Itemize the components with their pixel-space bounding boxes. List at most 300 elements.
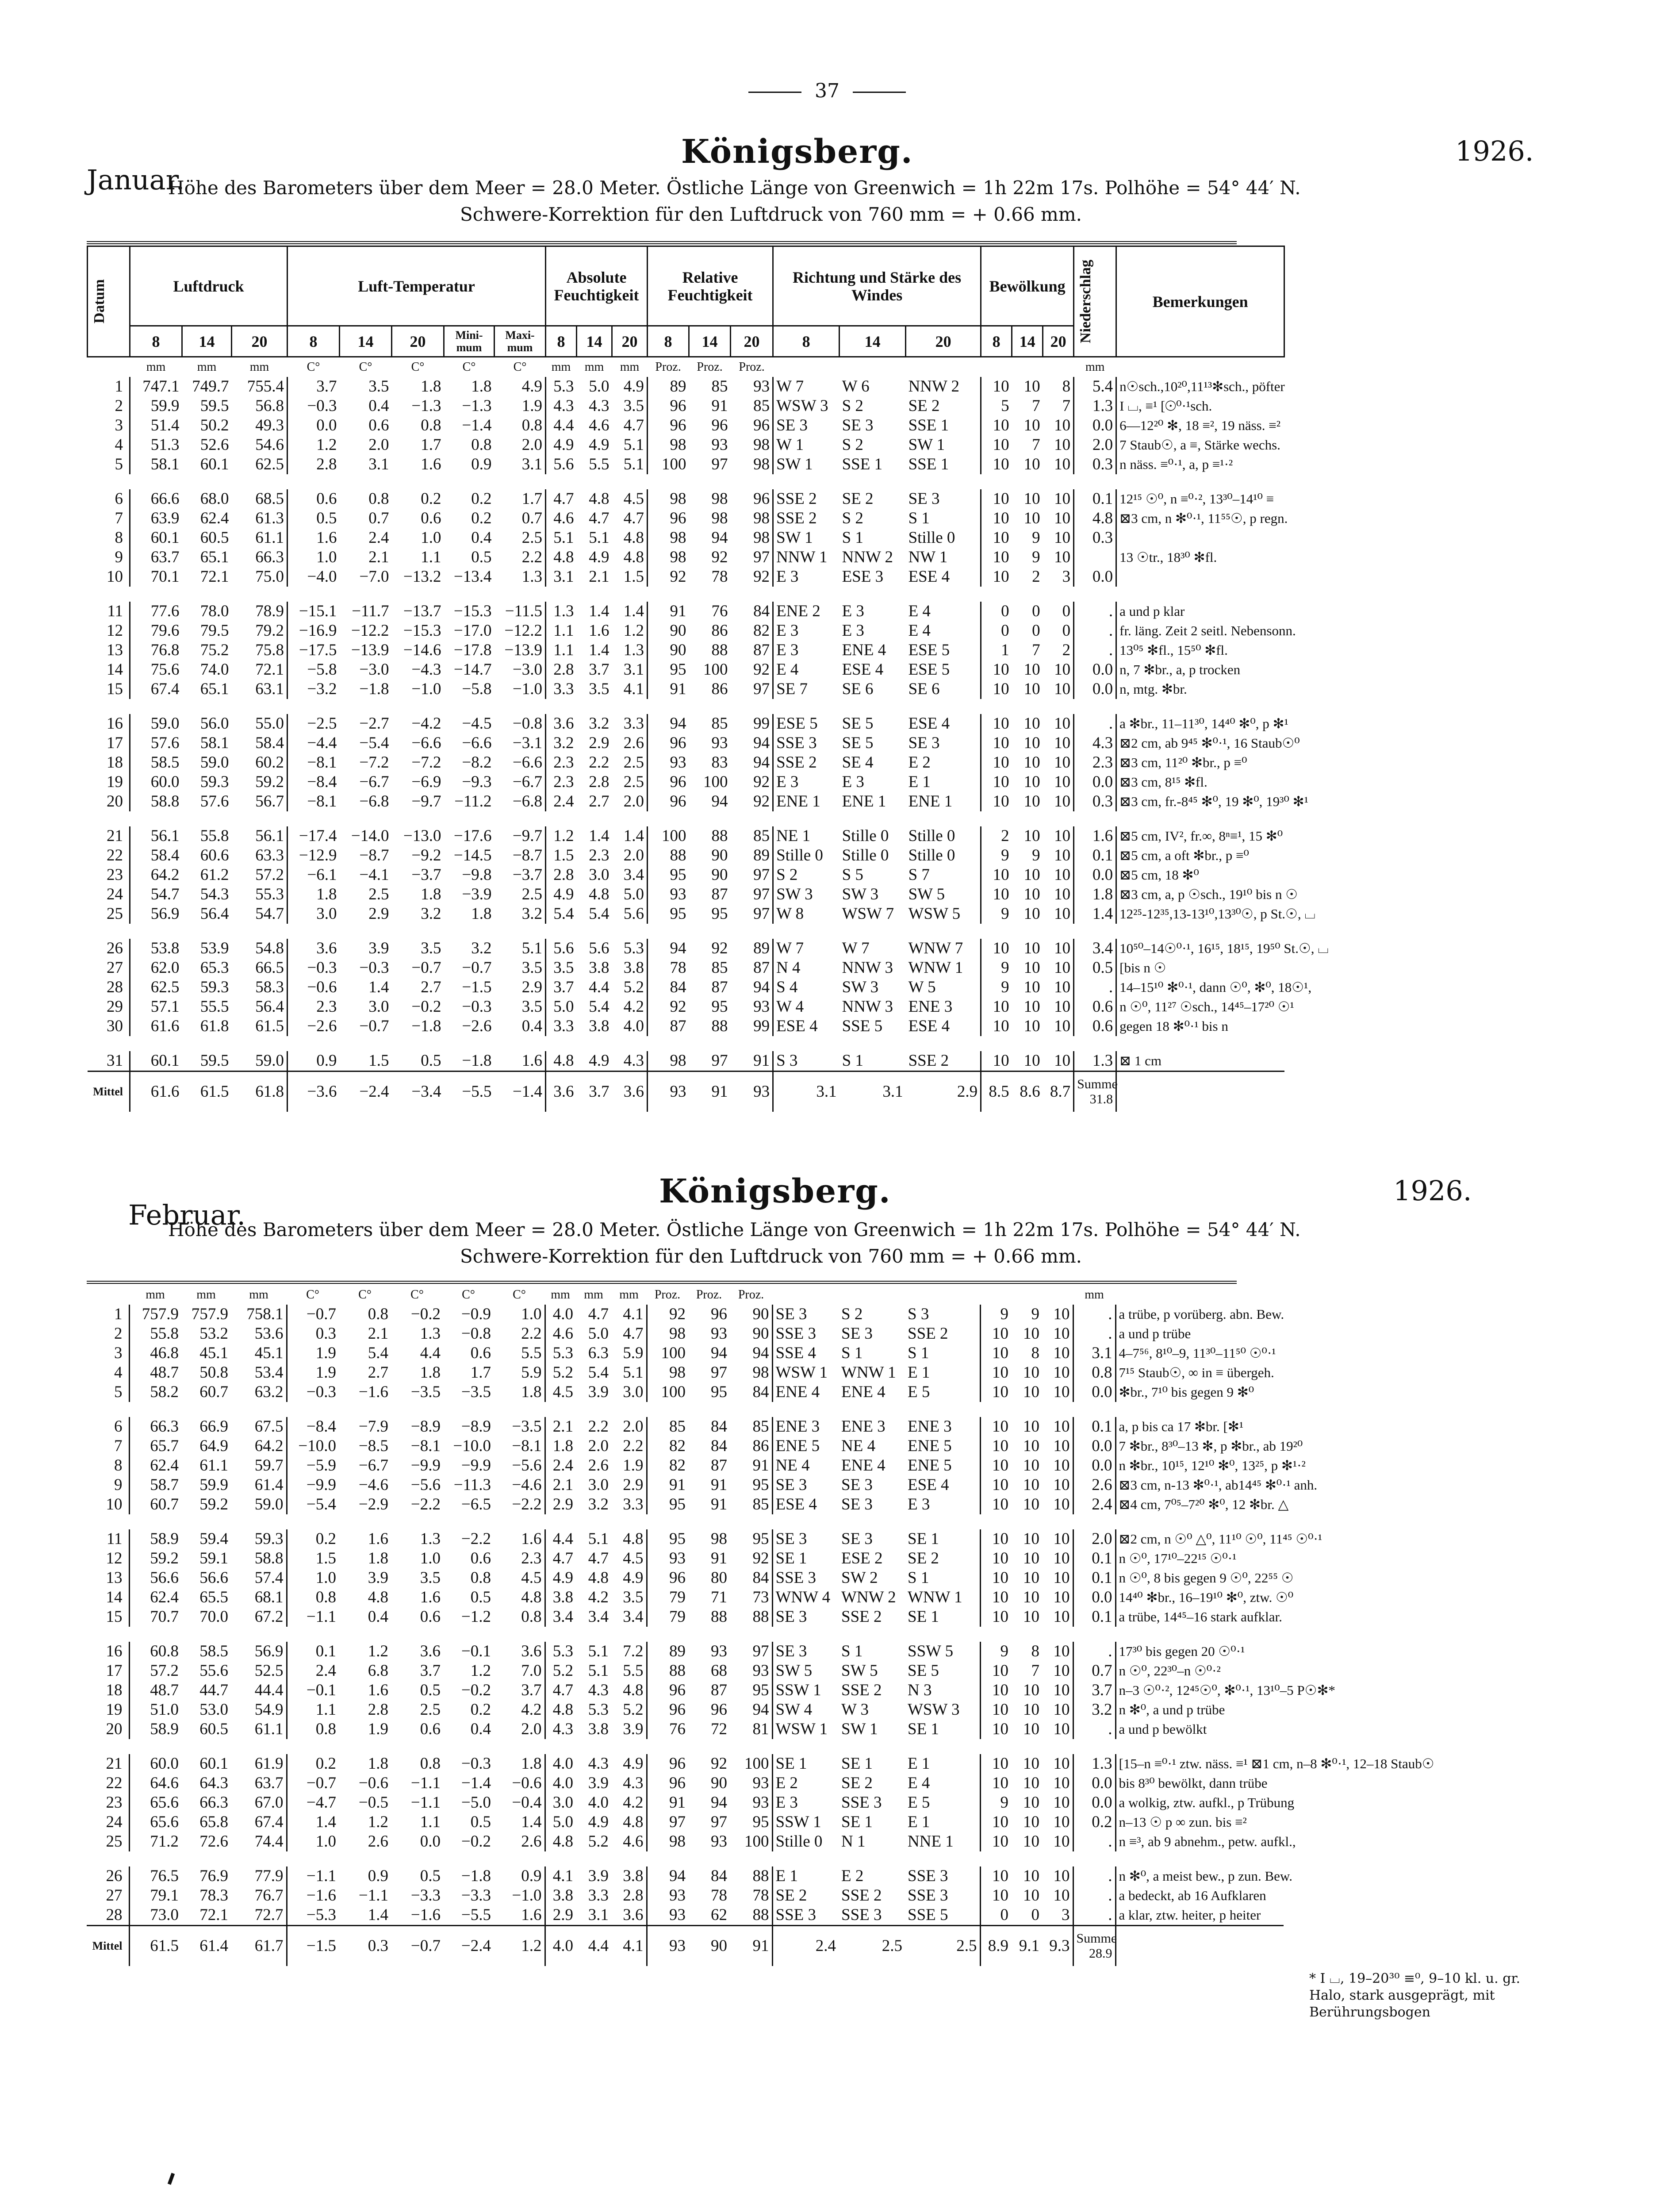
value-cell: 3.5: [623, 1588, 644, 1606]
station-title: Königsberg.: [681, 133, 913, 171]
value-cell: 5.0: [546, 997, 577, 1017]
value-cell: 2.7: [368, 1363, 388, 1382]
value-cell: −3.1: [512, 734, 543, 752]
value-cell: 4.4: [420, 1344, 441, 1362]
value-cell: 4.9: [588, 1813, 609, 1831]
value-cell: 7: [1062, 397, 1071, 415]
value-cell: 3.8: [623, 1867, 644, 1885]
value-cell: 4.4: [546, 416, 577, 435]
value-cell: 97: [753, 680, 770, 698]
value-cell: 0.5: [1074, 958, 1116, 978]
table-row: [87, 1832, 1284, 1851]
remark-cell: [bis n ☉: [1116, 958, 1284, 978]
value-cell: 10: [980, 1681, 1011, 1700]
value-cell: 96: [648, 396, 689, 416]
table-row: [87, 1886, 1284, 1905]
value-cell: 0.0: [1074, 416, 1116, 435]
value-cell: 74.0: [200, 661, 229, 679]
value-cell: 0.1: [1073, 1417, 1116, 1436]
value-cell: 3.9: [368, 939, 389, 957]
remark-cell: ⊠3 cm, fr.-8⁴⁵ ✻⁰, 19 ✻⁰, 19³⁰ ✻¹: [1116, 792, 1284, 811]
table-row: [88, 885, 1284, 904]
value-cell: 88: [752, 1867, 769, 1885]
value-cell: 9: [1032, 529, 1040, 547]
value-cell: 59.3: [200, 978, 229, 996]
value-cell: 10: [981, 455, 1012, 474]
value-cell: 67.4: [254, 1813, 284, 1831]
value-cell: SW 1: [773, 455, 840, 474]
value-cell: 2.7: [589, 792, 610, 810]
value-cell: SE 3: [841, 1476, 873, 1494]
value-cell: 0.0: [1073, 1793, 1116, 1813]
value-cell: 10: [1053, 1437, 1070, 1455]
value-cell: −0.3: [288, 396, 340, 416]
value-cell: −14.0: [351, 827, 389, 845]
value-cell: 10: [1023, 1608, 1039, 1626]
value-cell: 94: [648, 939, 689, 958]
value-cell: 7: [1032, 641, 1040, 659]
value-cell: S 1: [908, 509, 930, 527]
value-cell: 10: [1024, 905, 1040, 923]
value-cell: 4.7: [545, 1549, 576, 1568]
value-cell: 10: [1053, 1344, 1070, 1362]
remark-cell: n ☉⁰, 11²⁷ ☉sch., 14⁴⁵–17²⁰ ☉¹: [1116, 997, 1284, 1017]
table-row: [88, 396, 1284, 416]
value-cell: 78: [711, 1886, 727, 1905]
value-cell: 97: [753, 885, 770, 903]
value-cell: 87: [711, 978, 728, 996]
value-cell: 1.0: [421, 529, 441, 547]
value-cell: 5.2: [588, 1832, 609, 1851]
table-row: [88, 714, 1284, 733]
value-cell: 4.9: [623, 377, 644, 396]
value-cell: 1.4: [287, 1813, 339, 1832]
value-cell: SE 1: [841, 1813, 873, 1831]
value-cell: 1.4: [623, 602, 644, 620]
remark-cell: ⊠3 cm, 11²⁰ ✻br., p ≡⁰: [1116, 753, 1284, 772]
value-cell: −8.9: [461, 1417, 491, 1436]
day-cell: 13: [107, 641, 123, 659]
value-cell: 4.9: [589, 436, 610, 454]
value-cell: 92: [647, 1305, 688, 1324]
value-cell: 10: [1024, 792, 1040, 810]
value-cell: W 1: [773, 435, 840, 455]
value-cell: SSE 3: [772, 1905, 839, 1926]
value-cell: 55.3: [255, 885, 284, 903]
mean-cell: 2.4: [772, 1926, 839, 1966]
group-spacer-cell: [88, 811, 1284, 826]
value-cell: SSE 3: [773, 733, 840, 753]
value-cell: 58.1: [130, 455, 182, 474]
value-cell: ENE 5: [908, 1456, 952, 1475]
value-cell: 4.9: [546, 885, 577, 904]
value-cell: E 4: [908, 622, 931, 640]
value-cell: 10: [1023, 1832, 1039, 1851]
value-cell: 93: [647, 1549, 688, 1568]
value-cell: 49.3: [255, 416, 284, 434]
value-cell: 0.5: [420, 1867, 441, 1885]
value-cell: 97: [711, 1052, 728, 1070]
unit-cell: [1042, 1285, 1073, 1305]
value-cell: 0.2: [470, 1701, 491, 1719]
unit-cell: [773, 357, 840, 377]
value-cell: WSW 1: [772, 1720, 839, 1739]
value-cell: −5.8: [288, 660, 340, 680]
value-cell: 58.4: [130, 846, 182, 865]
group-spacer-cell: [88, 474, 1284, 489]
value-cell: 10: [1024, 377, 1040, 396]
table-row: [88, 567, 1284, 587]
value-cell: 1.3: [521, 568, 543, 586]
mean-cell: 2.9: [906, 1071, 981, 1112]
value-cell: 10: [980, 1495, 1011, 1514]
day-cell: 29: [107, 998, 123, 1016]
value-cell: 10: [1053, 1495, 1070, 1513]
value-cell: 1.9: [368, 1720, 388, 1738]
value-cell: 4.0: [545, 1754, 576, 1774]
value-cell: 91: [711, 397, 728, 415]
value-cell: 0.8: [470, 1569, 491, 1587]
value-cell: 2.9: [545, 1905, 576, 1926]
value-cell: 53.8: [130, 939, 182, 958]
value-cell: 52.5: [254, 1662, 284, 1680]
value-cell: 61.4: [254, 1476, 284, 1494]
value-cell: ENE 2: [773, 602, 840, 621]
remark-cell: 13⁰⁵ ✻fl., 15⁵⁰ ✻fl.: [1116, 641, 1284, 660]
day-cell: 26: [107, 939, 123, 957]
value-cell: −2.5: [288, 714, 340, 733]
value-cell: 98: [711, 509, 728, 527]
value-cell: 1.4: [623, 827, 644, 845]
value-cell: 0.8: [287, 1588, 339, 1607]
value-cell: 85: [711, 714, 728, 733]
sub-header: 14: [1012, 326, 1043, 357]
value-cell: 10: [1054, 509, 1071, 527]
value-cell: −7.2: [411, 753, 441, 772]
value-cell: 58.4: [255, 734, 284, 752]
value-cell: 72.1: [200, 568, 229, 586]
value-cell: 1.8: [368, 1755, 388, 1773]
unit-cell: [1116, 1285, 1284, 1305]
value-cell: 0: [980, 1905, 1011, 1926]
page-number: 37: [699, 80, 955, 102]
value-cell: 82: [753, 622, 770, 640]
group-spacer-cell: [87, 1627, 1284, 1642]
value-cell: 61.1: [255, 529, 284, 547]
value-cell: 97: [711, 1363, 727, 1382]
value-cell: 10: [1024, 885, 1040, 903]
value-cell: −4.2: [411, 714, 441, 733]
value-cell: 0.2: [287, 1754, 339, 1774]
value-cell: 82: [647, 1456, 688, 1475]
value-cell: ENE 1: [908, 792, 953, 810]
value-cell: Stille 0: [772, 1832, 839, 1851]
value-cell: 2.9: [623, 1476, 644, 1494]
table-row: [87, 1642, 1284, 1661]
value-cell: 9: [980, 1642, 1011, 1661]
value-cell: 5.2: [623, 978, 644, 996]
value-cell: 75.8: [255, 641, 284, 659]
value-cell: 10: [1054, 436, 1071, 454]
remark-cell: ⊠5 cm, a oft ✻br., p ≡⁰: [1116, 846, 1284, 865]
value-cell: 757.9: [129, 1305, 181, 1324]
value-cell: 92: [752, 1549, 769, 1567]
value-cell: 65.8: [199, 1813, 228, 1831]
february-rows: [87, 1285, 1434, 1966]
value-cell: −8.7: [512, 846, 543, 864]
value-cell: 59.0: [255, 1052, 284, 1070]
value-cell: 61.2: [200, 866, 229, 884]
value-cell: 64.6: [129, 1774, 181, 1793]
value-cell: 0.9: [521, 1867, 542, 1885]
value-cell: 9: [981, 978, 1012, 997]
value-cell: 1.7: [470, 1363, 491, 1382]
value-cell: 93: [648, 753, 689, 772]
table-row: [87, 1661, 1284, 1681]
value-cell: 2.1: [368, 548, 389, 566]
value-cell: 58.9: [129, 1529, 181, 1549]
value-cell: 86: [752, 1437, 769, 1455]
value-cell: 84: [711, 1417, 727, 1436]
value-cell: 59.2: [255, 773, 284, 791]
value-cell: 2.0: [368, 436, 389, 454]
value-cell: 94: [711, 1793, 727, 1812]
value-cell: −0.7: [287, 1774, 339, 1793]
remark-cell: ⊠2 cm, n ☉⁰ △⁰, 11¹⁰ ☉⁰, 11⁴⁵ ☉⁰·¹: [1116, 1529, 1284, 1549]
value-cell: 54.9: [254, 1701, 284, 1719]
unit-cell: [1012, 357, 1043, 377]
value-cell: 4.8: [623, 1530, 644, 1548]
value-cell: 4.7: [546, 489, 577, 509]
value-cell: 0: [1031, 1906, 1039, 1924]
value-cell: ENE 3: [772, 1417, 839, 1436]
value-cell: 2.3: [288, 997, 340, 1017]
remark-cell: a ✻br., 11–11³⁰, 14⁴⁰ ✻⁰, p ✻¹: [1116, 714, 1284, 733]
value-cell: 4.8: [546, 1051, 577, 1071]
value-cell: ESE 4: [773, 1017, 840, 1036]
table-row: [88, 978, 1284, 997]
value-cell: 1.0: [420, 1549, 441, 1567]
value-cell: 98: [647, 1832, 688, 1851]
value-cell: SE 6: [842, 680, 874, 698]
value-cell: 98: [648, 489, 689, 509]
value-cell: SSE 3: [908, 1867, 948, 1885]
value-cell: 64.2: [254, 1437, 284, 1455]
value-cell: 10: [1054, 680, 1071, 698]
value-cell: −3.7: [411, 866, 441, 884]
value-cell: 3.8: [588, 1720, 609, 1738]
day-cell: 21: [107, 827, 123, 845]
remark-cell: n ☉⁰, 8 bis gegen 9 ☉⁰, 22⁵⁵ ☉: [1116, 1568, 1284, 1588]
value-cell: 70.1: [130, 567, 182, 587]
value-cell: E 2: [908, 753, 931, 772]
value-cell: 0.9: [368, 1867, 388, 1885]
value-cell: SSW 1: [772, 1681, 839, 1700]
value-cell: −2.2: [512, 1495, 542, 1513]
value-cell: 4.8: [623, 529, 644, 547]
table-row: [88, 846, 1284, 865]
value-cell: 59.1: [199, 1549, 228, 1567]
table-row: [88, 1051, 1284, 1071]
value-cell: −5.0: [461, 1793, 491, 1812]
value-cell: −8.7: [359, 846, 389, 864]
value-cell: 1: [981, 641, 1012, 660]
value-cell: 90: [752, 1325, 769, 1343]
value-cell: 59.7: [254, 1456, 284, 1475]
value-cell: 10: [980, 1886, 1011, 1905]
value-cell: WNW 1: [841, 1363, 896, 1382]
value-cell: 10: [1023, 1793, 1039, 1812]
value-cell: 4.3: [623, 1052, 644, 1070]
value-cell: 2: [981, 826, 1012, 846]
value-cell: SSE 1: [908, 455, 949, 473]
value-cell: 5.4: [1074, 377, 1116, 396]
value-cell: 10: [1024, 734, 1040, 752]
value-cell: 1.6: [589, 622, 610, 640]
value-cell: 93: [752, 1793, 769, 1812]
value-cell: 62.4: [200, 509, 229, 527]
value-cell: E 3: [773, 772, 840, 792]
value-cell: −6.6: [512, 753, 543, 772]
value-cell: 94: [711, 792, 728, 810]
value-cell: 85: [752, 1417, 769, 1436]
value-cell: 4.1: [545, 1866, 576, 1886]
value-cell: 50.2: [200, 416, 229, 434]
value-cell: W 7: [842, 939, 870, 957]
value-cell: 10: [1054, 455, 1071, 473]
value-cell: 90: [711, 846, 728, 864]
day-cell: 6: [115, 490, 123, 508]
value-cell: 93: [752, 1774, 769, 1792]
value-cell: 93: [648, 885, 689, 904]
value-cell: 1.0: [288, 548, 340, 567]
value-cell: 84: [752, 1569, 769, 1587]
remark-cell: a, p bis ca 17 ✻br. [✻¹: [1116, 1417, 1284, 1436]
value-cell: 96: [753, 416, 770, 434]
value-cell: 59.0: [254, 1495, 284, 1513]
value-cell: N 3: [908, 1681, 932, 1699]
value-cell: 4.5: [623, 1549, 644, 1567]
value-cell: 5.5: [623, 1662, 644, 1680]
value-cell: 10: [1023, 1363, 1039, 1382]
value-cell: 10: [980, 1700, 1011, 1720]
value-cell: 76: [647, 1720, 688, 1739]
value-cell: SE 1: [908, 1530, 939, 1548]
unit-cell: mm: [551, 360, 571, 374]
value-cell: 53.0: [199, 1701, 228, 1719]
value-cell: 10: [981, 733, 1012, 753]
day-cell: 8: [115, 529, 123, 547]
value-cell: 48.7: [129, 1363, 181, 1382]
value-cell: .: [1073, 1866, 1116, 1886]
value-cell: 90: [648, 641, 689, 660]
value-cell: 4.9: [589, 548, 610, 566]
remark-cell: 14–15¹⁰ ✻⁰·¹, dann ☉⁰, ✻⁰, 18☉¹,: [1116, 978, 1284, 997]
value-cell: 85: [752, 1495, 769, 1513]
value-cell: 94: [753, 978, 770, 996]
remark-cell: 10⁵⁰–14☉⁰·¹, 16¹⁵, 18¹⁵, 19⁵⁰ St.☉, ⌴: [1116, 939, 1284, 958]
value-cell: ESE 4: [908, 568, 950, 586]
value-cell: SW 3: [773, 885, 840, 904]
value-cell: 1.6: [368, 1530, 388, 1548]
value-cell: 100: [744, 1832, 769, 1851]
value-cell: 10: [1054, 827, 1071, 845]
value-cell: 2.2: [521, 548, 543, 566]
value-cell: 91: [711, 1495, 727, 1513]
value-cell: 74.4: [254, 1832, 284, 1851]
value-cell: 88: [752, 1906, 769, 1924]
value-cell: 2.6: [623, 734, 644, 752]
mean-row: [88, 1071, 1284, 1112]
value-cell: 3.0: [623, 1383, 644, 1401]
table-row: [88, 509, 1284, 528]
value-cell: SW 5: [772, 1661, 839, 1681]
value-cell: WNW 1: [908, 1588, 962, 1606]
value-cell: 10: [1054, 1052, 1071, 1070]
value-cell: 57.2: [129, 1661, 181, 1681]
value-cell: 2.3: [546, 772, 577, 792]
value-cell: 10: [980, 1661, 1011, 1681]
header-datum: Datum: [91, 279, 107, 324]
table-row: [88, 416, 1284, 435]
table-row: [87, 1417, 1284, 1436]
value-cell: −0.7: [411, 959, 441, 977]
value-cell: 1.8: [420, 1363, 441, 1382]
value-cell: 64.3: [199, 1774, 228, 1792]
value-cell: 95: [752, 1476, 769, 1494]
mean-cell: −1.5: [287, 1926, 339, 1966]
value-cell: 3.1: [546, 567, 577, 587]
table-row: [87, 1588, 1284, 1607]
value-cell: 0.2: [471, 509, 492, 527]
value-cell: 2.3: [546, 753, 577, 772]
value-cell: 0.0: [1074, 567, 1116, 587]
value-cell: 9: [1032, 548, 1040, 566]
gravity-correction: Schwere-Korrektion für den Luftdruck von 760 mm = + 0.66 mm.: [460, 1245, 1082, 1267]
value-cell: 92: [648, 997, 689, 1017]
value-cell: 78.9: [255, 602, 284, 620]
value-cell: 1.2: [623, 622, 644, 640]
value-cell: 45.1: [199, 1344, 228, 1362]
value-cell: 92: [711, 548, 728, 566]
mean-cell: 93: [648, 1071, 689, 1112]
value-cell: 79: [647, 1607, 688, 1627]
value-cell: 76.9: [199, 1867, 228, 1885]
value-cell: WNW 7: [908, 939, 963, 957]
value-cell: 66.3: [129, 1417, 181, 1436]
value-cell: −0.2: [461, 1681, 491, 1699]
value-cell: SW 5: [908, 885, 945, 903]
value-cell: 3.8: [589, 959, 610, 977]
table-row: [88, 1017, 1284, 1036]
value-cell: 65.1: [200, 548, 229, 566]
value-cell: 6.8: [368, 1662, 388, 1680]
value-cell: 60.5: [200, 529, 229, 547]
sub-header: 8: [648, 326, 689, 357]
value-cell: 10: [1053, 1867, 1070, 1885]
value-cell: 4.8: [588, 1569, 609, 1587]
value-cell: 10: [1053, 1569, 1070, 1587]
value-cell: ESE 5: [908, 661, 950, 679]
value-cell: E 3: [773, 621, 840, 641]
value-cell: −2.6: [462, 1017, 492, 1035]
value-cell: .: [1073, 1905, 1116, 1926]
value-cell: 66.5: [255, 959, 284, 977]
value-cell: 0.0: [1073, 1774, 1116, 1793]
value-cell: 0.6: [421, 509, 441, 527]
value-cell: E 2: [841, 1867, 864, 1885]
value-cell: 747.1: [130, 377, 182, 396]
